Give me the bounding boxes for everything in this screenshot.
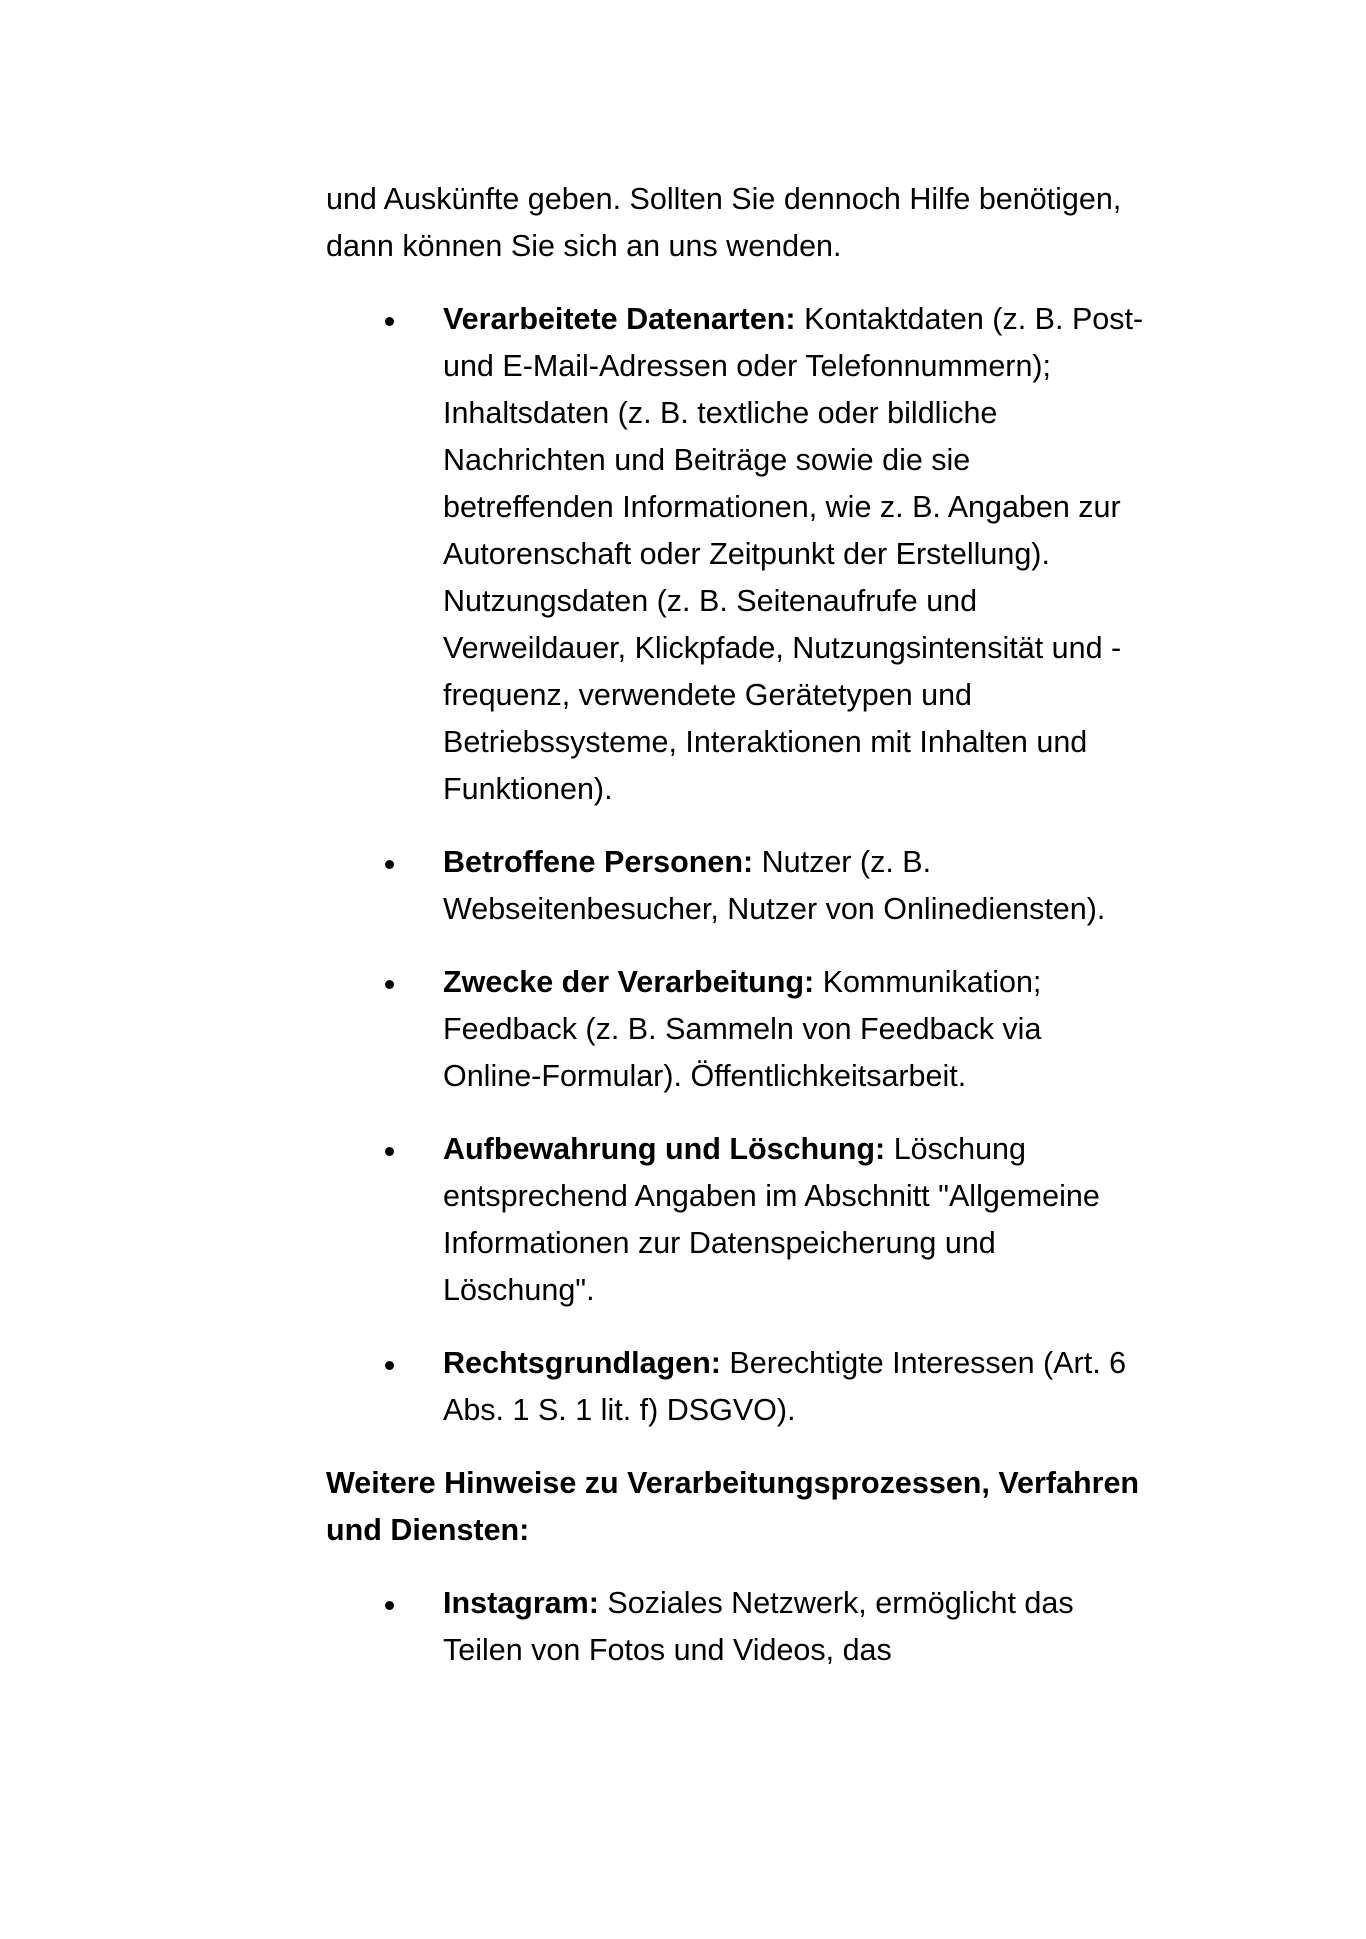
- list-item-term: Aufbewahrung und Löschung:: [443, 1132, 886, 1166]
- list-item-term: Verarbeitete Datenarten:: [443, 302, 796, 336]
- list-item-term: Zwecke der Verarbeitung:: [443, 965, 815, 999]
- bullet-icon: [385, 317, 394, 326]
- bullet-icon: [385, 1361, 394, 1370]
- list-item-term: Instagram:: [443, 1586, 599, 1620]
- list-item-text: Nutzer (z. B. Webseitenbesucher, Nutzer von Onlinediensten).: [443, 845, 1106, 926]
- list-item-text: Berechtigte Interessen (Art. 6 Abs. 1 S. 1 lit. f) DSGVO).: [443, 1346, 1127, 1427]
- list-item-text: Löschung entsprechend Angaben im Abschnitt "Allgemeine Informationen zur Datenspeicherung und Löschung".: [443, 1132, 1100, 1307]
- list-item-text: Kontaktdaten (z. B. Post- und E-Mail-Adressen oder Telefonnummern); Inhaltsdaten (z. B. textliche oder bildliche Nachrichten und Beiträge sowie die sie betreffenden Informationen, wie z. B. Angaben zur Autorenschaft oder Zeitpunkt der Erstellung). Nutzungsdaten (z. B. Seitenaufrufe und Verweildauer, Klickpfade, Nutzungsintensität und -frequenz, verwendete Gerätetypen und Betriebssysteme, Interaktionen mit Inhalten und Funktionen).: [443, 302, 1144, 806]
- bullet-icon: [385, 1601, 394, 1610]
- details-list: [326, 296, 1146, 1434]
- bullet-icon: [385, 980, 394, 989]
- document-page: [326, 176, 1146, 1700]
- section-heading: Weitere Hinweise zu Verarbeitungsprozessen, Verfahren und Diensten:: [326, 1466, 1140, 1547]
- list-item-term: Rechtsgrundlagen:: [443, 1346, 721, 1380]
- list-item: [326, 1126, 1146, 1314]
- bullet-icon: [385, 1147, 394, 1156]
- list-item-text: Soziales Netzwerk, ermöglicht das Teilen von Fotos und Videos, das: [443, 1586, 1074, 1667]
- list-item: [326, 959, 1146, 1100]
- list-item: [326, 1340, 1146, 1434]
- list-item: [326, 839, 1146, 933]
- intro-paragraph: und Auskünfte geben. Sollten Sie dennoch Hilfe benötigen, dann können Sie sich an uns wenden.: [326, 182, 1122, 263]
- list-item-term: Betroffene Personen:: [443, 845, 754, 879]
- list-item-text: Kommunikation; Feedback (z. B. Sammeln von Feedback via Online-Formular). Öffentlichkeitsarbeit.: [443, 965, 1042, 1093]
- bullet-icon: [385, 860, 394, 869]
- list-item: [326, 1580, 1146, 1674]
- list-item: [326, 296, 1146, 813]
- services-list: [326, 1580, 1146, 1674]
